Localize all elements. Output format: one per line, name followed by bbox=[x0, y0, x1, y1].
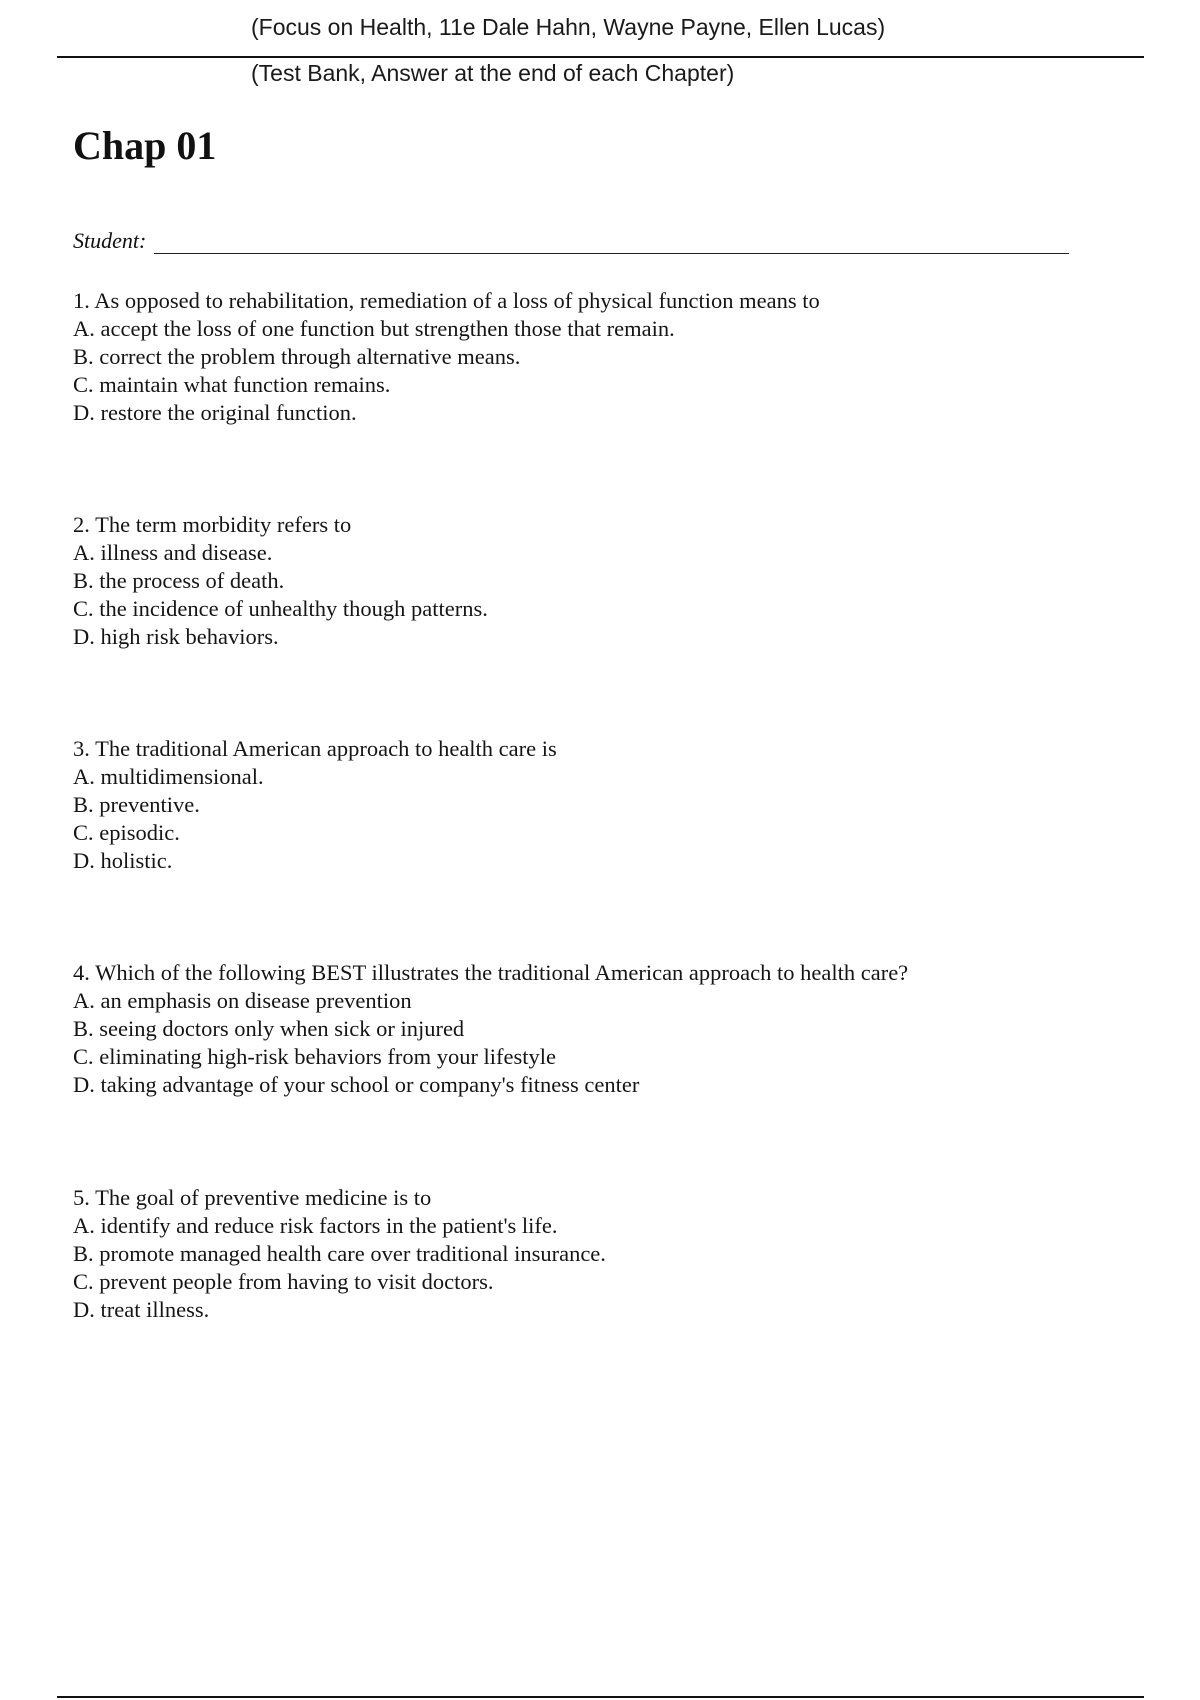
question-5 bbox=[73, 1184, 1133, 1324]
answer-option-c: C. eliminating high-risk behaviors from your lifestyle bbox=[73, 1044, 557, 1069]
student-name-row bbox=[73, 227, 1069, 254]
answer-option-a: A. identify and reduce risk factors in the patient's life. bbox=[73, 1213, 558, 1238]
question-2 bbox=[73, 511, 1133, 651]
header-subtitle: (Test Bank, Answer at the end of each Chapter) bbox=[251, 60, 735, 86]
answer-option-a: A. an emphasis on disease prevention bbox=[73, 988, 412, 1013]
question-stem: 3. The traditional American approach to health care is bbox=[73, 736, 557, 761]
question-stem: 4. Which of the following BEST illustrates the traditional American approach to health care? bbox=[73, 960, 909, 985]
answer-option-c: C. episodic. bbox=[73, 820, 180, 845]
answer-option-d: D. restore the original function. bbox=[73, 400, 357, 425]
question-1 bbox=[73, 287, 1133, 427]
question-stem: 1. As opposed to rehabilitation, remediation of a loss of physical function means to bbox=[73, 288, 820, 313]
answer-option-c: C. maintain what function remains. bbox=[73, 372, 391, 397]
answer-option-b: B. preventive. bbox=[73, 792, 200, 817]
header-rule bbox=[57, 56, 1144, 58]
question-3 bbox=[73, 735, 1133, 875]
answer-option-b: B. seeing doctors only when sick or injured bbox=[73, 1016, 465, 1041]
answer-option-d: D. high risk behaviors. bbox=[73, 624, 279, 649]
answer-option-b: B. the process of death. bbox=[73, 568, 285, 593]
question-4 bbox=[73, 959, 1133, 1099]
answer-option-d: D. holistic. bbox=[73, 848, 173, 873]
student-label: Student: bbox=[73, 228, 147, 253]
question-stem: 5. The goal of preventive medicine is to bbox=[73, 1185, 432, 1210]
answer-option-d: D. taking advantage of your school or company's fitness center bbox=[73, 1072, 640, 1097]
answer-option-a: A. multidimensional. bbox=[73, 764, 264, 789]
chapter-title: Chap 01 bbox=[73, 123, 217, 168]
answer-option-a: A. accept the loss of one function but strengthen those that remain. bbox=[73, 316, 675, 341]
answer-option-a: A. illness and disease. bbox=[73, 540, 273, 565]
answer-option-c: C. the incidence of unhealthy though patterns. bbox=[73, 596, 488, 621]
footer-rule bbox=[57, 1696, 1144, 1698]
answer-option-d: D. treat illness. bbox=[73, 1297, 210, 1322]
student-name-line bbox=[154, 227, 1069, 254]
question-stem: 2. The term morbidity refers to bbox=[73, 512, 352, 537]
answer-option-b: B. correct the problem through alternative means. bbox=[73, 344, 521, 369]
answer-option-b: B. promote managed health care over traditional insurance. bbox=[73, 1241, 606, 1266]
answer-option-c: C. prevent people from having to visit doctors. bbox=[73, 1269, 494, 1294]
header-book-title: (Focus on Health, 11e Dale Hahn, Wayne Payne, Ellen Lucas) bbox=[251, 14, 886, 40]
